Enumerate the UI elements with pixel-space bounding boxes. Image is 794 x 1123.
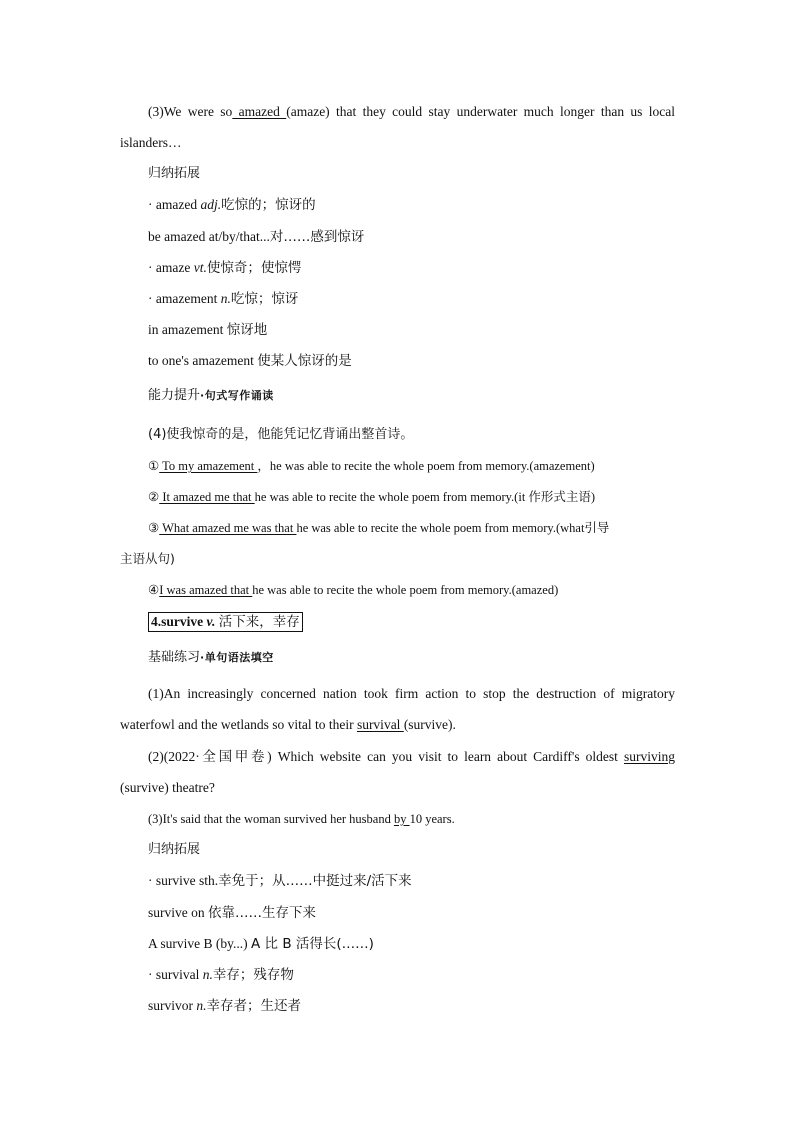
survive-question-2-line: (2)(2022·全国甲卷) Which website can you visit to learn about Cardiff's oldest surviving	[148, 749, 675, 764]
answer-blank: I was amazed that	[159, 583, 253, 597]
question-4-item: ④I was amazed that he was able to recite the whole poem from memory.(amazed)	[148, 583, 559, 597]
question-4-item: ② It amazed me that he was able to recite the whole poem from memory.(it 作形式主语)	[148, 490, 596, 504]
basic-practice-heading: 基础练习·单句语法填空	[148, 650, 274, 665]
survive-question-1-line2: waterfowl and the wetlands so vital to their survival (survive).	[120, 717, 456, 732]
summary-item: be amazed at/by/that...对……感到惊讶	[148, 229, 365, 245]
section-heading-survive	[148, 612, 675, 632]
survive-question-3-line: (3)It's said that the woman survived her husband by 10 years.	[148, 812, 455, 826]
summary-item: A survive B (by...) A 比 B 活得长(……)	[148, 936, 374, 952]
answer-blank: by	[393, 812, 410, 826]
summary-item: survivor n.幸存者；生还者	[148, 998, 301, 1014]
answer-blank: What amazed me was that	[159, 521, 297, 535]
summary-label: 归纳拓展	[148, 166, 201, 181]
question-3-prefix: (3)We were so	[148, 104, 233, 119]
heading-box: 4.survive v. 活下来，幸存	[148, 612, 303, 632]
survive-question-1-line: (1)An increasingly concerned nation took firm action to stop the destruction of migratory	[148, 686, 675, 701]
question-3-line	[148, 102, 675, 122]
answer-blank: survival	[356, 717, 404, 732]
question-4-item-continuation: 主语从句)	[120, 551, 175, 566]
summary-label: 归纳拓展	[148, 842, 201, 857]
summary-item: · amazement n.吃惊；惊讶	[148, 291, 299, 307]
question-3-suffix: (amaze) that they could stay underwater much longer than us local	[286, 104, 675, 119]
summary-item: · amazed adj.吃惊的；惊讶的	[148, 197, 316, 213]
ability-heading: 能力提升·句式写作诵读	[148, 388, 274, 403]
question-3-continuation: islanders…	[120, 135, 182, 150]
summary-item: to one's amazement 使某人惊讶的是	[148, 353, 352, 369]
summary-item: in amazement 惊讶地	[148, 322, 268, 338]
summary-item: · survival n.幸存；残存物	[148, 967, 294, 983]
survive-question-2-continuation: (survive) theatre?	[120, 780, 215, 795]
summary-item: · amaze vt.使惊奇；使惊愕	[148, 260, 302, 276]
question-3-answer: amazed	[232, 104, 287, 119]
summary-item: survive on 依靠……生存下来	[148, 905, 316, 921]
answer-blank: It amazed me that	[159, 490, 255, 504]
answer-blank: surviving	[623, 749, 675, 764]
answer-blank: To my amazement	[159, 459, 258, 473]
summary-item: · survive sth.幸免于；从……中挺过来/活下来	[148, 873, 412, 889]
question-4-stem: (4)使我惊奇的是，他能凭记忆背诵出整首诗。	[148, 427, 414, 442]
question-4-item: ③ What amazed me was that he was able to recite the whole poem from memory.(what引导	[148, 521, 610, 535]
question-4-item: ① To my amazement ，he was able to recite the whole poem from memory.(amazement)	[148, 459, 595, 473]
